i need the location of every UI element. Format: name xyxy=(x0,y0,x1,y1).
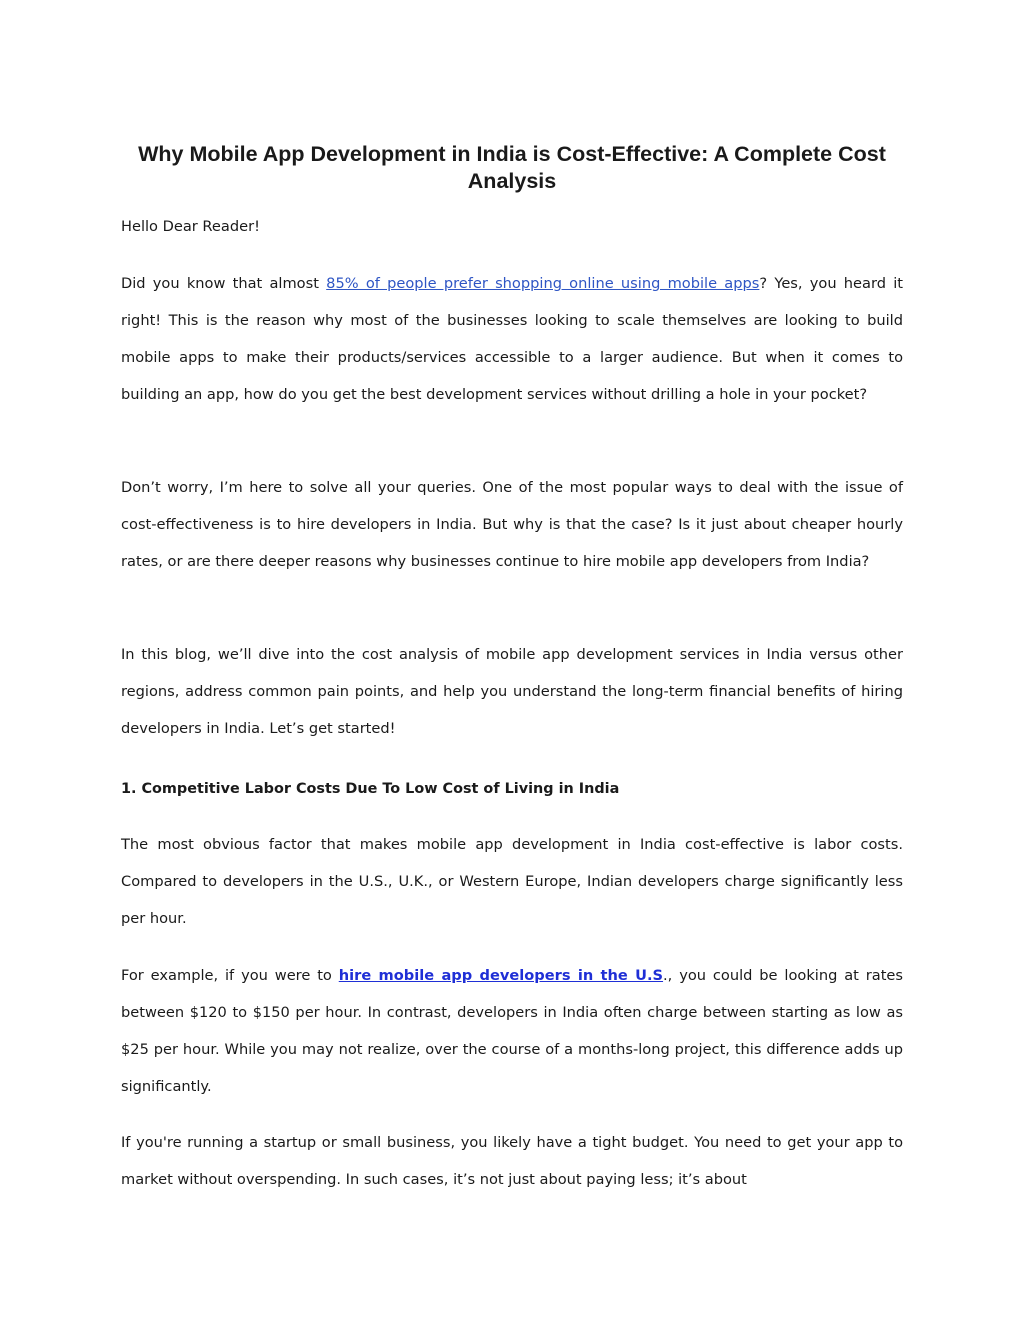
rate-example-paragraph xyxy=(121,957,903,1105)
reassurance-paragraph: Don’t worry, I’m here to solve all your queries. One of the most popular ways to deal with the issue of cost-effectiveness is to hire developers in India. But why is that the case? Is it just about cheaper hourly rates, or are there deeper reasons why businesses continue to hire mobile app developers from India? xyxy=(121,479,903,570)
startup-budget-paragraph: If you're running a startup or small business, you likely have a tight budget. You need to get your app to market without overspending. In such cases, it’s not just about paying less; it’s about xyxy=(121,1134,903,1188)
intro-text-after: ? Yes, you heard it right! This is the reason why most of the businesses looking to scale themselves are looking to build mobile apps to make their products/services accessible to a larger audience. But when it comes to building an app, how do you get the best development services without drilling a hole in your pocket? xyxy=(121,275,903,403)
labor-costs-paragraph: The most obvious factor that makes mobile app development in India cost-effective is labor costs. Compared to developers in the U.S., U.K., or Western Europe, Indian developers charge significantly less per hour. xyxy=(121,836,903,927)
hire-us-developers-link[interactable]: hire mobile app developers in the U.S xyxy=(338,967,664,984)
section-heading-labor-costs: 1. Competitive Labor Costs Due To Low Cost of Living in India xyxy=(121,781,620,797)
blog-overview-paragraph: In this blog, we’ll dive into the cost analysis of mobile app development services in India versus other regions, address common pain points, and help you understand the long-term financial benefits of hiring developers in India. Let’s get started! xyxy=(121,646,903,737)
document-title: Why Mobile App Development in India is Cost-Effective: A Complete Cost Analysis xyxy=(138,142,886,193)
intro-text-before: Did you know that almost xyxy=(121,275,327,292)
greeting-paragraph: Hello Dear Reader! xyxy=(121,218,260,235)
rate-text-after: ., you could be looking at rates between $120 to $150 per hour. In contrast, developers in India often charge between starting as low as $25 per hour. While you may not realize, over the course of a months-long project, this difference adds up significantly. xyxy=(121,967,903,1095)
mobile-shopping-stat-link[interactable]: 85% of people prefer shopping online using mobile apps xyxy=(326,275,760,292)
intro-paragraph xyxy=(121,265,903,413)
rate-text-before: For example, if you were to xyxy=(121,967,339,984)
